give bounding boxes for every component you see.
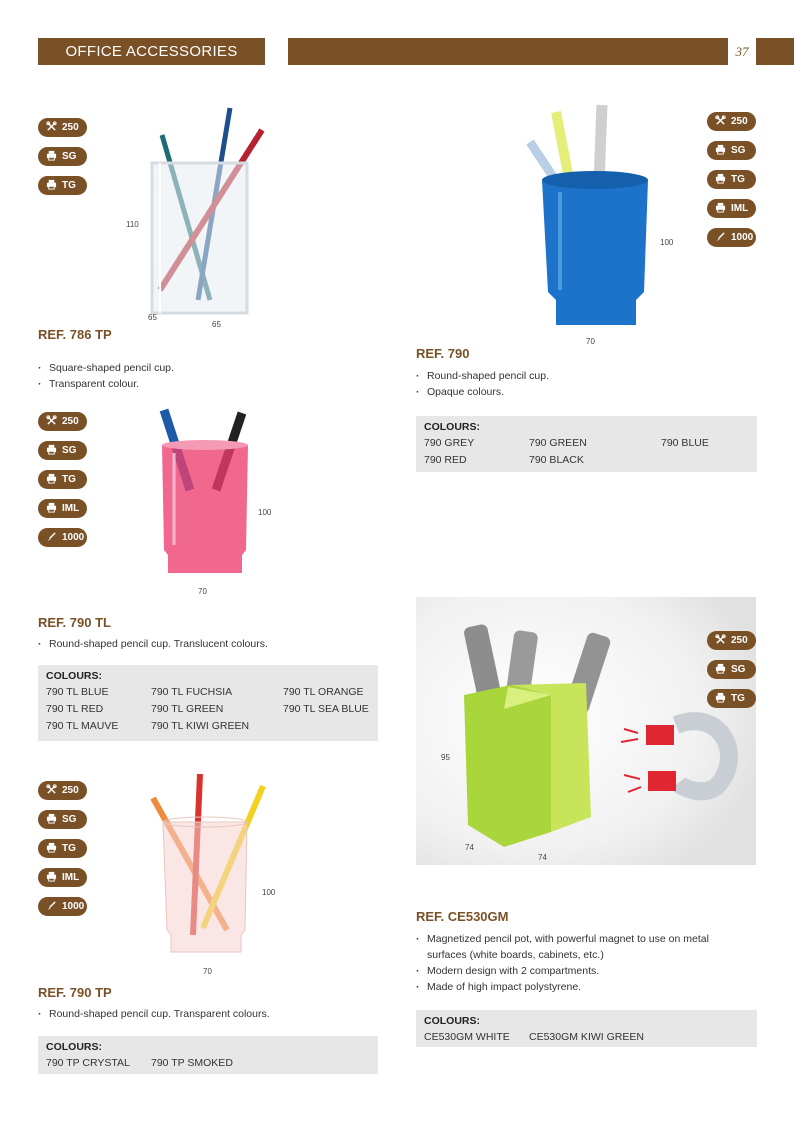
badge-tg: TG bbox=[707, 170, 756, 189]
colours-title: COLOURS: bbox=[424, 1015, 480, 1027]
colour-item: 790 TL BLUE bbox=[46, 686, 109, 698]
badges-790tl bbox=[38, 412, 87, 557]
dimension-depth: 74 bbox=[465, 843, 474, 852]
dimension-width: 70 bbox=[586, 337, 595, 346]
colour-item: 790 TL RED bbox=[46, 703, 104, 715]
bullet-item: · Round-shaped pencil cup. bbox=[416, 368, 716, 384]
badge-1000: 1000 bbox=[707, 228, 756, 247]
product-image-790tl bbox=[150, 405, 260, 590]
product-image-786tp bbox=[140, 105, 270, 325]
ref-790tp: REF. 790 TP bbox=[38, 985, 112, 1000]
product-image-790tp bbox=[145, 770, 270, 960]
tools-icon bbox=[46, 415, 57, 429]
badge-iml: IML bbox=[707, 199, 756, 218]
printer-icon bbox=[46, 473, 57, 487]
colours-box-790tp bbox=[38, 1036, 378, 1074]
bullet-item: · Opaque colours. bbox=[416, 384, 716, 400]
colour-item: 790 TP CRYSTAL bbox=[46, 1057, 130, 1069]
tools-icon bbox=[715, 634, 726, 648]
printer-icon bbox=[46, 444, 57, 458]
colour-item: 790 GREEN bbox=[529, 437, 587, 449]
colour-item: CE530GM WHITE bbox=[424, 1031, 510, 1043]
product-image-ce530gm bbox=[416, 597, 756, 865]
badge-tg: TG bbox=[38, 839, 87, 858]
section-title: OFFICE ACCESSORIES bbox=[38, 38, 265, 65]
printer-icon bbox=[715, 663, 726, 677]
dimension-width: 74 bbox=[538, 853, 547, 862]
brush-icon bbox=[46, 900, 57, 914]
dimension-height: 110 bbox=[126, 220, 139, 229]
brush-icon bbox=[46, 531, 57, 545]
ref-790tl: REF. 790 TL bbox=[38, 615, 111, 630]
dimension-width: 70 bbox=[203, 967, 212, 976]
colours-title: COLOURS: bbox=[46, 1041, 102, 1053]
badge-1000: 1000 bbox=[38, 528, 87, 547]
header-band-end bbox=[756, 38, 794, 65]
badge-sg: SG bbox=[38, 810, 87, 829]
badge-tg: TG bbox=[707, 689, 756, 708]
printer-icon bbox=[46, 502, 57, 516]
colour-item: 790 TL ORANGE bbox=[283, 686, 364, 698]
colour-item: 790 TL GREEN bbox=[151, 703, 224, 715]
badge-1000: 1000 bbox=[38, 897, 87, 916]
page-number: 37 bbox=[735, 44, 749, 59]
dimension-height: 100 bbox=[262, 888, 276, 897]
badge-250: 250 bbox=[38, 118, 87, 137]
badge-sg: SG bbox=[707, 660, 756, 679]
printer-icon bbox=[46, 842, 57, 856]
bullet-item: · Round-shaped pencil cup. Translucent colours. bbox=[38, 636, 358, 652]
bullet-item: · Made of high impact polystyrene. bbox=[416, 979, 736, 995]
product-image-790 bbox=[520, 100, 660, 335]
dimension-width: 65 bbox=[212, 320, 221, 329]
colour-item: 790 GREY bbox=[424, 437, 475, 449]
colours-title: COLOURS: bbox=[424, 421, 480, 433]
badge-tg: TG bbox=[38, 470, 87, 489]
badge-250: 250 bbox=[38, 412, 87, 431]
tools-icon bbox=[46, 784, 57, 798]
badges-786tp bbox=[38, 118, 87, 205]
badges-790 bbox=[707, 112, 756, 257]
badge-sg: SG bbox=[38, 147, 87, 166]
printer-icon bbox=[715, 692, 726, 706]
bullet-item: · Square-shaped pencil cup. bbox=[38, 360, 278, 376]
brush-icon bbox=[715, 231, 726, 245]
printer-icon bbox=[715, 173, 726, 187]
colour-item: 790 TP SMOKED bbox=[151, 1057, 233, 1069]
colour-item: 790 BLUE bbox=[661, 437, 709, 449]
bullets-786tp bbox=[38, 360, 278, 392]
badges-790tp bbox=[38, 781, 87, 926]
printer-icon bbox=[715, 202, 726, 216]
dimension-height: 100 bbox=[660, 238, 674, 247]
colours-box-790 bbox=[416, 416, 757, 472]
colour-item: 790 BLACK bbox=[529, 454, 584, 466]
printer-icon bbox=[46, 871, 57, 885]
bullets-790 bbox=[416, 368, 716, 400]
ref-ce530gm: REF. CE530GM bbox=[416, 909, 509, 924]
bullets-ce530gm bbox=[416, 931, 736, 995]
badge-250: 250 bbox=[707, 112, 756, 131]
printer-icon bbox=[46, 150, 57, 164]
badge-sg: SG bbox=[38, 441, 87, 460]
bullet-item: · Transparent colour. bbox=[38, 376, 278, 392]
bullets-790tp bbox=[38, 1006, 358, 1022]
bullet-item: · Modern design with 2 compartments. bbox=[416, 963, 736, 979]
colour-item: 790 TL MAUVE bbox=[46, 720, 119, 732]
badge-250: 250 bbox=[38, 781, 87, 800]
bullets-790tl bbox=[38, 636, 358, 652]
dimension-width: 70 bbox=[198, 587, 207, 596]
ref-790: REF. 790 bbox=[416, 346, 470, 361]
badge-tg: TG bbox=[38, 176, 87, 195]
badge-iml: IML bbox=[38, 499, 87, 518]
bullet-item: · Round-shaped pencil cup. Transparent colours. bbox=[38, 1006, 358, 1022]
printer-icon bbox=[46, 813, 57, 827]
colour-item: 790 TL FUCHSIA bbox=[151, 686, 233, 698]
dimension-depth: 65 bbox=[148, 313, 157, 322]
header-band bbox=[288, 38, 728, 65]
printer-icon bbox=[46, 179, 57, 193]
dimension-height: 95 bbox=[441, 753, 450, 762]
tools-icon bbox=[715, 115, 726, 129]
colours-box-ce530gm bbox=[416, 1010, 757, 1047]
bullet-item: · Magnetized pencil pot, with powerful magnet to use on metal surfaces (white boards, cabinets, etc.) bbox=[416, 931, 736, 963]
badge-iml: IML bbox=[38, 868, 87, 887]
badges-ce530gm bbox=[707, 631, 756, 718]
printer-icon bbox=[715, 144, 726, 158]
colour-item: 790 TL SEA BLUE bbox=[283, 703, 369, 715]
dimension-height: 100 bbox=[258, 508, 272, 517]
colour-item: CE530GM KIWI GREEN bbox=[529, 1031, 644, 1043]
colour-item: 790 TL KIWI GREEN bbox=[151, 720, 250, 732]
colours-box-790tl bbox=[38, 665, 378, 741]
colour-item: 790 RED bbox=[424, 454, 467, 466]
ref-786tp: REF. 786 TP bbox=[38, 327, 112, 342]
badge-250: 250 bbox=[707, 631, 756, 650]
colours-title: COLOURS: bbox=[46, 670, 102, 682]
badge-sg: SG bbox=[707, 141, 756, 160]
tools-icon bbox=[46, 121, 57, 135]
